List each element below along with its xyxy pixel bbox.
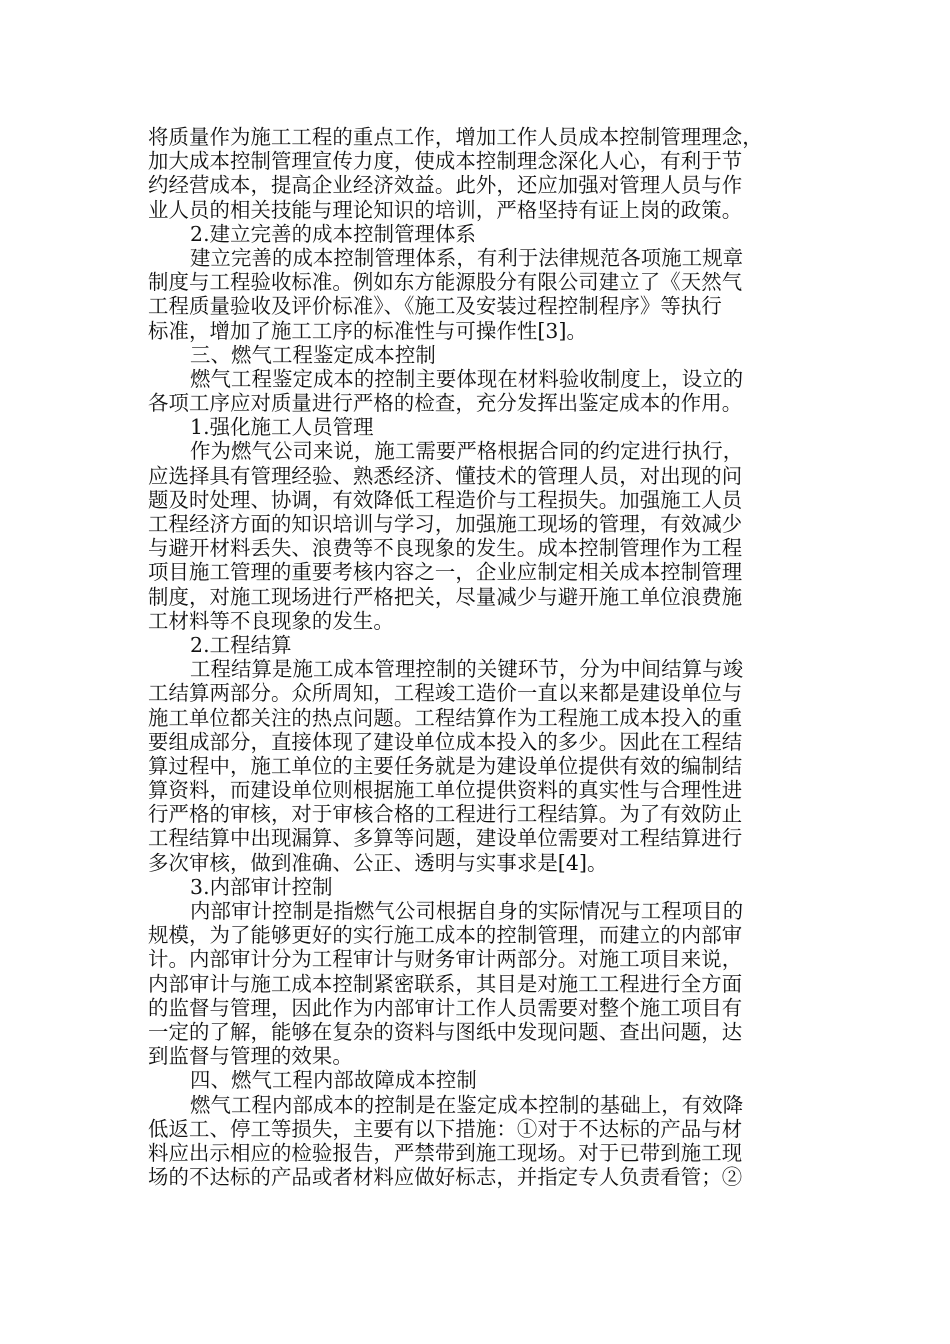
text-line: 行严格的审核，对于审核合格的工程进行工程结算。为了有效防止 [148,802,743,827]
text-line: 施工单位都关注的热点问题。工程结算作为工程施工成本投入的重 [148,705,743,730]
text-line: 计。内部审计分为工程审计与财务审计两部分。对施工项目来说， [148,947,743,972]
text-line: 内部审计与施工成本控制紧密联系，其目是对施工工程进行全方面 [148,971,743,996]
text-line: 1.强化施工人员管理 [190,415,374,440]
text-line: 项目施工管理的重要考核内容之一，企业应制定相关成本控制管理 [148,560,743,585]
body-paragraph [148,367,804,415]
section-heading [148,875,804,899]
text-line: 到监督与管理的效果。 [148,1044,353,1069]
text-line: 作为燃气公司来说，施工需要严格根据合同的约定进行执行， [190,439,744,464]
text-line: 工程质量验收及评价标准》、《施工及安装过程控制程序》等执行 [148,294,722,319]
section-heading [148,633,804,657]
text-line: 多次审核，做到准确、公正、透明与实事求是[4]。 [148,850,608,875]
text-line: 工材料等不良现象的发生。 [148,608,394,633]
text-line: 工程结算中出现漏算、多算等问题，建设单位需要对工程结算进行 [148,826,743,851]
body-paragraph [148,899,804,1068]
text-line: 要组成部分，直接体现了建设单位成本投入的多少。因此在工程结 [148,729,743,754]
text-line: 约经营成本，提高企业经济效益。此外，还应加强对管理人员与作 [148,173,743,198]
text-line: 应选择具有管理经验、熟悉经济、懂技术的管理人员，对出现的问 [148,463,743,488]
text-line: 2.建立完善的成本控制管理体系 [190,221,477,246]
text-line: 制度，对施工现场进行严格把关，尽量减少与避开施工单位浪费施 [148,584,743,609]
section-heading [148,343,804,367]
text-line: 将质量作为施工工程的重点工作，增加工作人员成本控制管理理念， [148,125,763,149]
body-paragraph [148,439,804,633]
body-paragraph [148,125,804,222]
text-line: 算资料，而建设单位则根据施工单位提供资料的真实性与合理性进 [148,778,743,803]
text-line: 工程结算是施工成本管理控制的关键环节，分为中间结算与竣 [190,657,744,682]
text-line: 工程经济方面的知识培训与学习，加强施工现场的管理，有效减少 [148,512,743,536]
text-line: 题及时处理、协调，有效降低工程造价与工程损失。加强施工人员 [148,487,743,512]
body-paragraph [148,246,804,343]
text-line: 业人员的相关技能与理论知识的培训，严格坚持有证上岗的政策。 [148,197,743,222]
text-line: 各项工序应对质量进行严格的检查，充分发挥出鉴定成本的作用。 [148,391,743,416]
text-line: 四、燃气工程内部故障成本控制 [190,1068,477,1093]
section-heading [148,1068,804,1092]
text-line: 燃气工程鉴定成本的控制主要体现在材料验收制度上，设立的 [190,366,744,391]
text-line: 算过程中，施工单位的主要任务就是为建设单位提供有效的编制结 [148,753,743,778]
section-heading [148,222,804,246]
text-line: 建立完善的成本控制管理体系，有利于法律规范各项施工规章 [190,245,744,270]
text-line: 三、燃气工程鉴定成本控制 [190,342,436,367]
text-line: 规模，为了能够更好的实行施工成本的控制管理，而建立的内部审 [148,923,743,948]
text-line: 加大成本控制管理宣传力度，使成本控制理念深化人心，有利于节 [148,149,743,174]
text-line: 一定的了解，能够在复杂的资料与图纸中发现问题、查出问题，达 [148,1019,743,1044]
text-line: 工结算两部分。众所周知，工程竣工造价一直以来都是建设单位与 [148,681,743,706]
text-line: 料应出示相应的检验报告，严禁带到施工现场。对于已带到施工现 [148,1140,743,1165]
body-paragraph [148,657,804,875]
text-line: 燃气工程内部成本的控制是在鉴定成本控制的基础上，有效降 [190,1092,744,1117]
text-line: 制度与工程验收标准。例如东方能源股分有限公司建立了《天然气 [148,270,743,295]
text-line: 内部审计控制是指燃气公司根据自身的实际情况与工程项目的 [190,899,744,923]
text-line: 与避开材料丢失、浪费等不良现象的发生。成本控制管理作为工程 [148,536,743,561]
section-heading [148,415,804,439]
document-page [148,125,804,1189]
text-line: 场的不达标的产品或者材料应做好标志，并指定专人负责看管；② [148,1165,743,1190]
text-line: 2.工程结算 [190,632,292,657]
text-line: 的监督与管理，因此作为内部审计工作人员需要对整个施工项目有 [148,995,743,1020]
text-line: 标准，增加了施工工序的标准性与可操作性[3]。 [148,318,587,343]
text-line: 3.内部审计控制 [190,874,333,899]
text-line: 低返工、停工等损失，主要有以下措施：①对于不达标的产品与材 [148,1116,743,1141]
body-paragraph [148,1093,804,1190]
